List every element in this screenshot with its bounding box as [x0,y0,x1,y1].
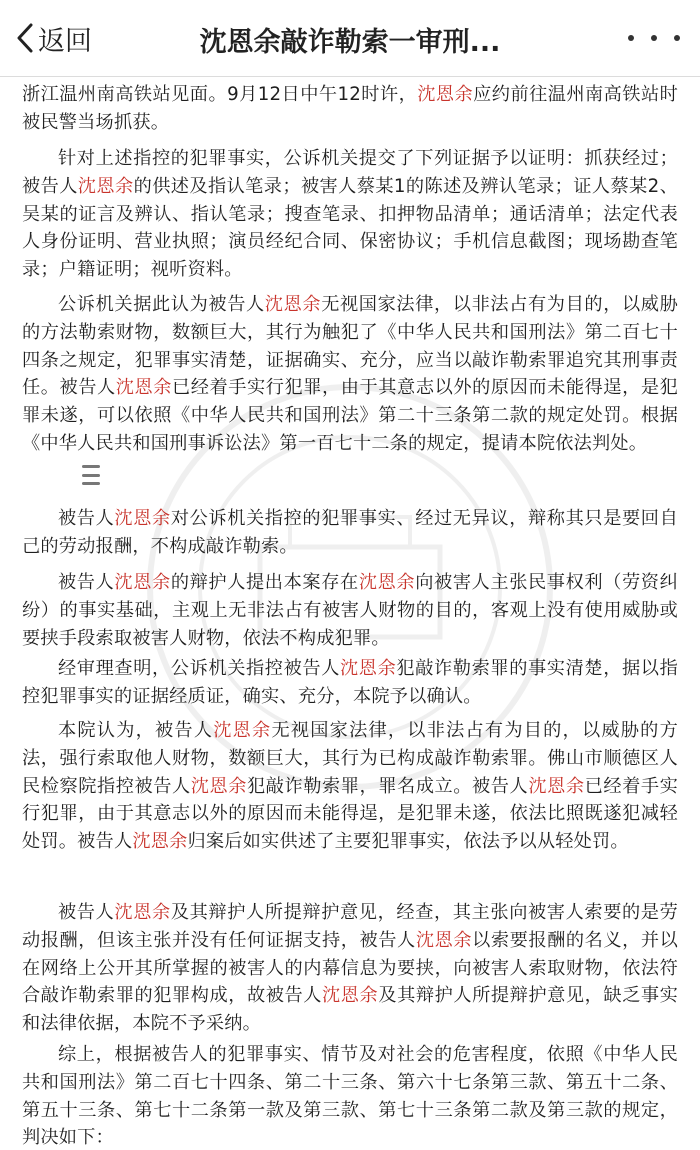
paragraph-text: 及其辩护人所提辩护意见，缺乏事实和法律依据，本院不予采纳。 [22,985,678,1035]
highlighted-name: 沈恩余 [415,929,473,951]
paragraph-text: 归案后如实供述了主要犯罪事实，依法予以从轻处罚。 [187,831,629,853]
paragraph-text: 的辩护人提出本案存在 [170,572,359,593]
chevron-left-icon [16,22,34,54]
highlighted-name: 沈恩余 [417,84,474,105]
paragraph-text: 无视国家法律，以非法占有为目的，以威胁的方法勒索财物，数额巨大，其行为触犯了《中华人民共和国刑法》第二百七十四条之规定，犯罪事实清楚，证据确实、充分，应当以敲诈勒索罪追究其刑事责任。被告人 [22,294,678,399]
paragraph-text: 应约前往温州南高铁站时被民警当场抓获。 [22,84,678,133]
highlighted-name: 沈恩余 [264,294,322,315]
paragraph-7 [22,717,678,856]
paragraph-text: 以索要报酬的名义，并以在网络上公开其所掌握的被害人的内幕信息为要挟，向被害人索取财物，依法符合敲诈勒索罪的犯罪构成，故被告人 [22,929,678,1007]
paragraph-text: 被告人 [58,508,115,529]
paragraph-text: 已经着手实行犯罪，由于其意志以外的原因而未能得逞，是犯罪未遂，可以依照《中华人民共和国刑法》第二十三条第二款的规定处罚。根据《中华人民共和国刑事诉讼法》第一百七十二条的规定，提请本院依法判处。 [22,377,678,454]
more-options-button[interactable] [628,26,680,50]
back-button[interactable] [16,18,92,58]
article-content[interactable] [0,77,700,1150]
paragraph-8 [22,899,678,1038]
paragraph-text: 及其辩护人所提辩护意见，经查，其主张向被害人索要的是劳动报酬，但该主张并没有任何证据支持，被告人 [22,902,678,951]
paragraph-4 [22,505,678,561]
paragraph-6 [22,655,678,711]
paragraph-text: 无视国家法律，以非法占有为目的，以威胁的方法，强行索取他人财物，数额巨大，其行为已构成敲诈勒索罪。佛山市顺德区人民检察院指控被告人 [22,720,678,797]
highlighted-name: 沈恩余 [77,175,134,197]
paragraph-text: 犯敲诈勒索罪，罪名成立。被告人 [247,775,529,797]
page-title: 沈恩余敲诈勒索一审刑... [199,27,501,58]
highlighted-name: 沈恩余 [528,775,585,797]
highlighted-name: 沈恩余 [114,572,171,593]
paragraph-3 [22,291,678,458]
paragraph-2 [22,145,678,284]
highlighted-name: 沈恩余 [213,720,272,741]
paragraph-1 [22,81,678,137]
paragraph-text: 综上，根据被告人的犯罪事实、情节及对社会的危害程度，依照《中华人民共和国刑法》第二百七十四条、第二十三条、第六十七条第三款、第五十二条、第五十三条、第七十二条第一款及第三款、第七十三条第二款及第三款的规定，判决如下： [22,1044,678,1149]
more-dots-icon [628,35,634,41]
paragraph-text: 针对上述指控的犯罪事实，公诉机关提交了下列证据予以证明：抓获经过；被告人 [22,148,678,197]
paragraph-text: 已经着手实行犯罪，由于其意志以外的原因而未能得逞，是犯罪未遂，依法比照既遂犯减轻处罚。被告人 [22,775,678,853]
highlighted-name: 沈恩余 [340,658,397,679]
menu-handle-icon[interactable] [82,465,100,485]
highlighted-name: 沈恩余 [132,831,188,853]
paragraph-9 [22,1041,678,1150]
back-label: 返回 [38,25,92,57]
paragraph-text: 本院认为，被告人 [58,720,214,741]
highlighted-name: 沈恩余 [115,377,173,399]
highlighted-name: 沈恩余 [114,508,171,529]
paragraph-text: 公诉机关据此认为被告人 [58,294,265,315]
paragraph-text: 的供述及指认笔录；被害人蔡某1的陈述及辨认笔录；证人蔡某2、吴某的证言及辨认、指认笔录；搜查笔录、扣押物品清单；通话清单；法定代表人身份证明、营业执照；演员经纪合同、保密协议；手机信息截图；现场勘查笔录；户籍证明；视听资料。 [22,175,678,281]
paragraph-text: 浙江温州南高铁站见面。9月12日中午12时许， [22,84,418,105]
highlighted-name: 沈恩余 [358,572,416,593]
paragraph-text: 被告人 [58,902,115,923]
paragraph-text: 经审理查明，公诉机关指控被告人 [58,658,340,679]
nav-bar [0,0,700,77]
highlighted-name: 沈恩余 [322,985,379,1007]
highlighted-name: 沈恩余 [190,775,248,797]
paragraph-text: 被告人 [58,572,115,593]
paragraph-text: 向被害人主张民事权利（劳资纠纷）的事实基础，主观上无非法占有被害人财物的目的，客观上没有使用威胁或要挟手段索取被害人财物，依法不构成犯罪。 [22,572,678,649]
paragraph-5 [22,569,678,652]
highlighted-name: 沈恩余 [114,902,171,923]
paragraph-text: 对公诉机关指控的犯罪事实、经过无异议，辩称其只是要回自己的劳动报酬，不构成敲诈勒索。 [22,508,678,557]
paragraph-text: 犯敲诈勒索罪的事实清楚，据以指控犯罪事实的证据经质证，确实、充分，本院予以确认。 [22,658,678,707]
